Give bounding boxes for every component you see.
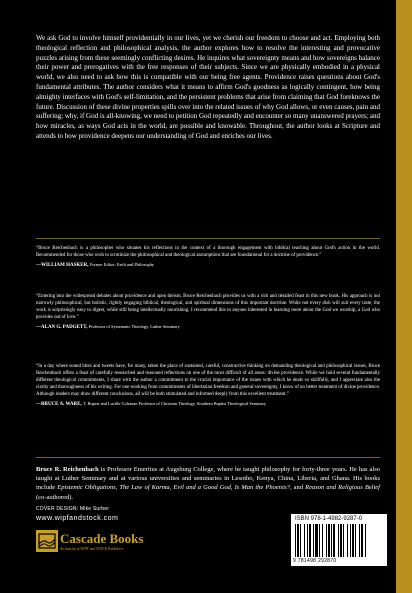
spine-accent-strip: [396, 0, 412, 593]
endorsement-text: “In a day where sound bites and tweets have, for many, taken the place of sustained, careful, constructive thinking on demanding theological and philosophical issues, Bruce Reichenbach offers a feast of carefully researched and reasoned reflections on one of the most difficult of all areas: divine providence. While we hold several fundamentally different theological commitments, I share with the author a commitment to the crucial importance of the issues with which he deals so skillfully, and I appreciate also the clarity and thoroughness of his writing. For one working from commitments of libertarian freedom and general sovereignty, I know of no better treatment of divine providence. Although readers may draw different conclusions, all will be both stimulated and informed deeply from this excellent treatment.”: [36, 364, 380, 397]
book-title: The Law of Karma: [119, 484, 170, 492]
isbn-number: ISBN 978-1-4982-9287-0: [295, 516, 363, 522]
book-title: Evil and a Good God: [173, 484, 231, 492]
cascade-logo-icon: [36, 530, 58, 552]
endorsement-padgett: [36, 294, 380, 332]
endorser-role: Former Editor, Faith and Philosophy: [89, 261, 155, 267]
endorsement-attribution: [36, 262, 380, 270]
author-bio: Bruce R. Reichenbach is Professor Emeritus at Augsburg College, where he taught philosophy for forty-three years. He has also taught at Luther Seminary and at various universities and seminaries in Lesotho, Kenya, China, Liberia, and Ghana. His books include Epistemic Obligations, The Law of Karma, Evil and a Good God, Is Man the Phoenix?, and Reason and Religious Belief (co-authored).: [36, 466, 381, 501]
endorsement-attribution: [36, 324, 380, 332]
endorsement-text: “Bruce Reichenbach is a philosopher who situates his reflections in the context of a thorough engagement with biblical teaching about God's action in the world. Recommended for those who wish to scrutinize the philosophical and theological assumptions that are foundational for a doctrine of providence.”: [36, 246, 380, 258]
endorsement-hasker: [36, 246, 380, 270]
endorser-role: Professor of Systematic Theology, Luther Seminary: [88, 323, 180, 329]
book-description: We ask God to involve himself providentially in our lives, yet we cherish our freedom to choose and act. Employing both theological reflection and philosophical analysis, the author explores how to resolve the interesting and provocative puzzles arising from these seemingly conflicting desires. He inquires what sovereignty means and how sovereigns balance their power and prerogatives with the free responses of their subjects. Since we are physically embodied in a physical world, we also need to ask how this is compatible with our being free agents. Providence raises questions about God's fundamental attributes. The author considers what it means to affirm God's goodness as logically contingent, how being almighty interfaces with God's self-limitation, and the persistent problems that arise from claiming that God foreknows the future. Discussion of these divine properties spills over into the related issues of why God allows, or even causes, pain and suffering; why, if God is all-knowing, we need to petition God repeatedly and encounter so many unanswered prayers; and how miracles, as ways God acts in the world, are possible and knowable. Throughout, the author looks at Scripture and attends to how providence deepens our understanding of God and enriches our lives.: [36, 34, 380, 140]
author-name: Bruce R. Reichenbach: [36, 466, 99, 473]
endorser-name: —ALAN G. PADGETT,: [36, 324, 88, 330]
book-title: Epistemic Obligations: [57, 484, 116, 492]
barcode-bars: [295, 524, 383, 557]
isbn-barcode: [291, 514, 387, 566]
publisher-website[interactable]: www.wipfandstock.com: [36, 515, 119, 522]
publisher-tagline: An Imprint of WIPF and STOCK Publishers: [60, 547, 124, 551]
book-title: Is Man the Phoenix?: [234, 484, 290, 492]
divider: [36, 457, 380, 458]
divider: [36, 238, 380, 239]
book-title: Reason and Religious Belief: [305, 484, 380, 492]
endorsement-attribution: [36, 401, 380, 409]
barcode-digits: 9 781498 292870: [293, 558, 337, 564]
endorser-role: T. Rupert and Lucille Coleman Professor of Christian Theology, Southern Baptist Theological Seminary: [83, 400, 267, 406]
endorsement-text: “Entering into the widespread debates about providence and open theism, Bruce Reichenbach provides us with a rich and detailed feast in this new book. His approach is not narrowly philosophical, but holistic, rightly engaging biblical, theological, and spiritual dimensions of this important doctrine. While not every dish will suit every taste, the work is surprisingly easy to digest, while still being intellectually nourishing. I recommend this to anyone interested in learning more about the God we worship, a God who provides out of love.”: [36, 294, 380, 320]
publisher-logo-block: [36, 530, 144, 560]
endorser-name: —BRUCE A. WARE,: [36, 401, 82, 407]
cover-design-credit: COVER DESIGN: Mike Surber: [36, 506, 110, 512]
publisher-name: Cascade Books: [60, 531, 144, 546]
endorser-name: —WILLIAM HASKER,: [36, 262, 89, 268]
endorsement-ware: [36, 364, 380, 408]
